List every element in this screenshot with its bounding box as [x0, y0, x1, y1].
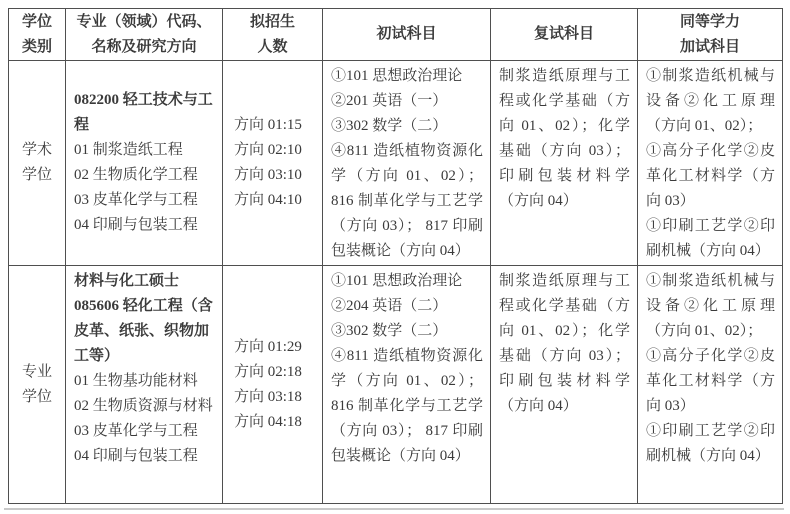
header-line: 类别 — [21, 38, 52, 55]
quota-item: 方向 03:18 — [234, 388, 302, 405]
direction-item: 01 生物基功能材料 — [74, 373, 198, 389]
quota-item: 方向 02:10 — [234, 142, 302, 158]
quota-item: 方向 02:18 — [234, 363, 302, 380]
direction-item: 01 制浆造纸工程 — [74, 142, 183, 158]
equivalent-item: ①制浆造纸机械与设备②化工原理（方向 01、02）； — [646, 273, 775, 339]
quota-item: 方向 01:15 — [234, 117, 302, 133]
initial-exam-item: ①101 思想政治理论 — [331, 68, 463, 84]
program-title: 085606 轻化工程（含皮革、纸张、织物加工等） — [74, 298, 213, 364]
cell-degree-type-academic — [9, 61, 66, 266]
program-title: 082200 轻工技术与工程 — [74, 92, 213, 133]
initial-exam-item: ②201 英语（一） — [331, 93, 448, 109]
initial-exam-item: ④811 造纸植物资源化学（方向 01、02）；816 制革化学与工艺学（方向 03）； 817 印刷包装概论（方向 04） — [331, 143, 483, 259]
quota-item: 方向 04:10 — [234, 192, 302, 208]
quota-item: 方向 01:29 — [234, 338, 302, 355]
table-shadow — [4, 508, 784, 510]
header-line: 专业（领域）代码、 — [76, 13, 212, 30]
header-retest — [491, 9, 638, 61]
initial-exam-item: ④811 造纸植物资源化学（方向 01、02）；816 制革化学与工艺学（方向 03）； 817 印刷包装概论（方向 04） — [331, 348, 483, 464]
header-line: 初试科目 — [376, 26, 437, 42]
equivalent-item: ①高分子化学②皮革化工材料学（方向 03） — [646, 143, 775, 209]
cell-retest-professional — [491, 266, 638, 504]
retest-text: 制浆造纸原理与工程或化学基础（方向 01、02）；化学基础（方向 03）；印刷包装材料学（方向 04） — [499, 68, 630, 209]
initial-exam-item: ③302 数学（二） — [331, 118, 448, 134]
direction-item: 03 皮革化学与工程 — [74, 192, 198, 208]
quota-item: 方向 04:18 — [234, 413, 302, 430]
cell-initial-exam-academic — [323, 61, 491, 266]
header-equivalent-exam — [638, 9, 783, 61]
cell-initial-exam-professional — [323, 266, 491, 504]
direction-item: 04 印刷与包装工程 — [74, 217, 198, 233]
header-line: 复试科目 — [533, 26, 594, 42]
direction-item: 02 生物质资源与材料 — [74, 398, 213, 414]
admissions-table — [8, 8, 783, 504]
cell-equivalent-academic — [638, 61, 783, 266]
program-title: 材料与化工硕士 — [74, 273, 180, 289]
header-initial-exam — [323, 9, 491, 61]
header-quota — [223, 9, 323, 61]
initial-exam-item: ③302 数学（二） — [331, 323, 448, 339]
equivalent-item: ①印刷工艺学②印刷机械（方向 04） — [646, 218, 775, 259]
header-line: 人数 — [257, 38, 288, 55]
header-line: 学位 — [21, 13, 52, 30]
equivalent-item: ①印刷工艺学②印刷机械（方向 04） — [646, 423, 775, 464]
degree-type-line: 学位 — [21, 167, 52, 183]
header-program-code — [66, 9, 223, 61]
degree-type-line: 学术 — [21, 142, 52, 158]
cell-degree-type-professional — [9, 266, 66, 504]
initial-exam-item: ①101 思想政治理论 — [331, 273, 463, 289]
cell-quota-academic — [223, 61, 323, 266]
degree-type-line: 专业 — [21, 363, 52, 380]
degree-type-line: 学位 — [21, 388, 52, 405]
retest-text: 制浆造纸原理与工程或化学基础（方向 01、02）；化学基础（方向 03）；印刷包装材料学（方向 04） — [499, 273, 630, 414]
cell-program-academic — [66, 61, 223, 266]
cell-program-professional — [66, 266, 223, 504]
header-line: 同等学力 — [679, 13, 740, 30]
cell-equivalent-professional — [638, 266, 783, 504]
header-degree-category — [9, 9, 66, 61]
initial-exam-item: ②204 英语（二） — [331, 298, 448, 314]
header-line: 拟招生 — [249, 13, 295, 30]
header-line: 加试科目 — [679, 38, 740, 55]
direction-item: 03 皮革化学与工程 — [74, 423, 198, 439]
header-line: 名称及研究方向 — [91, 38, 197, 55]
cell-quota-professional — [223, 266, 323, 504]
cell-retest-academic — [491, 61, 638, 266]
equivalent-item: ①高分子化学②皮革化工材料学（方向 03） — [646, 348, 775, 414]
quota-item: 方向 03:10 — [234, 167, 302, 183]
direction-item: 02 生物质化学工程 — [74, 167, 198, 183]
direction-item: 04 印刷与包装工程 — [74, 448, 198, 464]
equivalent-item: ①制浆造纸机械与设备②化工原理（方向 01、02）； — [646, 68, 775, 134]
